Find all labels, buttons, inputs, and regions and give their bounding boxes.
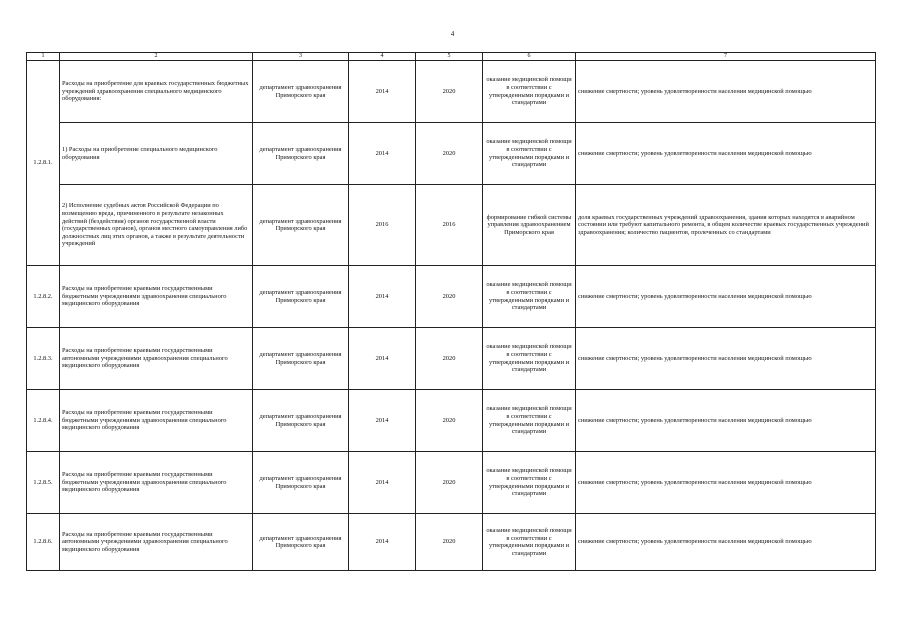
column-number: 7 — [576, 53, 876, 61]
item-description: Расходы на приобретение краевыми государственными бюджетными учреждениями здравоохранения специального медицинского оборудования — [60, 266, 253, 328]
column-number-row — [27, 53, 876, 61]
expected-result: оказание медицинской помощи в соответствии с утвержденными порядками и стандартами — [483, 514, 576, 571]
item-number: 1.2.8.2. — [27, 266, 60, 328]
item-description: Расходы на приобретение краевыми государственными автономными учреждениями здравоохранения специального медицинского оборудования — [60, 328, 253, 390]
column-number: 2 — [60, 53, 253, 61]
expected-result: оказание медицинской помощи в соответствии с утвержденными порядками и стандартами — [483, 452, 576, 514]
responsible-department: департамент здравоохранения Приморского края — [253, 452, 349, 514]
column-number: 3 — [253, 53, 349, 61]
table-row — [27, 514, 876, 571]
responsible-department: департамент здравоохранения Приморского края — [253, 328, 349, 390]
target-indicators: снижение смертности; уровень удовлетворенности населения медицинской помощью — [576, 266, 876, 328]
item-number: 1.2.8.4. — [27, 390, 60, 452]
item-number: 1.2.8.5. — [27, 452, 60, 514]
responsible-department: департамент здравоохранения Приморского края — [253, 123, 349, 185]
start-year: 2014 — [349, 514, 416, 571]
target-indicators: снижение смертности; уровень удовлетворенности населения медицинской помощью — [576, 61, 876, 123]
start-year: 2014 — [349, 123, 416, 185]
end-year: 2020 — [416, 452, 483, 514]
expected-result: оказание медицинской помощи в соответствии с утвержденными порядками и стандартами — [483, 390, 576, 452]
item-description: Расходы на приобретение краевыми государственными автономными учреждениями здравоохранения специального медицинского оборудования — [60, 514, 253, 571]
column-number: 4 — [349, 53, 416, 61]
column-number: 1 — [27, 53, 60, 61]
table-row — [27, 390, 876, 452]
end-year: 2020 — [416, 514, 483, 571]
start-year: 2014 — [349, 452, 416, 514]
table-row — [27, 185, 876, 266]
end-year: 2020 — [416, 61, 483, 123]
end-year: 2016 — [416, 185, 483, 266]
item-number: 1.2.8.3. — [27, 328, 60, 390]
end-year: 2020 — [416, 123, 483, 185]
expected-result: формирование гибкой системы управления здравоохранением Приморского края — [483, 185, 576, 266]
item-description: Расходы на приобретение для краевых государственных бюджетных учреждений здравоохранения специального медицинского оборудования: — [60, 61, 253, 123]
item-description: 2) Исполнение судебных актов Российской Федерации по возмещению вреда, причиненного в результате незаконных действий (бездействия) органов государственной власти (государственных органов), органов местного самоуправления либо должностных лиц этих органов, а также в результате деятельности учреждений — [60, 185, 253, 266]
column-number: 5 — [416, 53, 483, 61]
table-row — [27, 452, 876, 514]
item-description: Расходы на приобретение краевыми государственными бюджетными учреждениями здравоохранения специального медицинского оборудования — [60, 390, 253, 452]
target-indicators: снижение смертности; уровень удовлетворенности населения медицинской помощью — [576, 123, 876, 185]
program-activities-table — [26, 52, 876, 571]
table-row — [27, 266, 876, 328]
end-year: 2020 — [416, 266, 483, 328]
responsible-department: департамент здравоохранения Приморского края — [253, 514, 349, 571]
column-number: 6 — [483, 53, 576, 61]
target-indicators: снижение смертности; уровень удовлетворенности населения медицинской помощью — [576, 328, 876, 390]
responsible-department: департамент здравоохранения Приморского края — [253, 266, 349, 328]
target-indicators: доля краевых государственных учреждений здравоохранения, здания которых находятся в аварийном состоянии или требуют капитального ремонта, в общем количестве краевых государственных учреждений здравоохранения; количество пациентов, пролеченных со стандартами — [576, 185, 876, 266]
end-year: 2020 — [416, 328, 483, 390]
target-indicators: снижение смертности; уровень удовлетворенности населения медицинской помощью — [576, 514, 876, 571]
responsible-department: департамент здравоохранения Приморского края — [253, 185, 349, 266]
responsible-department: департамент здравоохранения Приморского края — [253, 61, 349, 123]
item-number: 1.2.8.6. — [27, 514, 60, 571]
responsible-department: департамент здравоохранения Приморского края — [253, 390, 349, 452]
target-indicators: снижение смертности; уровень удовлетворенности населения медицинской помощью — [576, 390, 876, 452]
item-description: 1) Расходы на приобретение специального медицинского оборудования — [60, 123, 253, 185]
expected-result: оказание медицинской помощи в соответствии с утвержденными порядками и стандартами — [483, 266, 576, 328]
page-number: 4 — [450, 30, 455, 38]
start-year: 2016 — [349, 185, 416, 266]
end-year: 2020 — [416, 390, 483, 452]
expected-result: оказание медицинской помощи в соответствии с утвержденными порядками и стандартами — [483, 328, 576, 390]
start-year: 2014 — [349, 266, 416, 328]
table-row — [27, 328, 876, 390]
expected-result: оказание медицинской помощи в соответствии с утвержденными порядками и стандартами — [483, 123, 576, 185]
table-row — [27, 61, 876, 123]
table-row — [27, 123, 876, 185]
start-year: 2014 — [349, 328, 416, 390]
item-description: Расходы на приобретение краевыми государственными бюджетными учреждениями здравоохранения специального медицинского оборудования — [60, 452, 253, 514]
start-year: 2014 — [349, 61, 416, 123]
target-indicators: снижение смертности; уровень удовлетворенности населения медицинской помощью — [576, 452, 876, 514]
item-number: 1.2.8.1. — [27, 61, 60, 266]
start-year: 2014 — [349, 390, 416, 452]
expected-result: оказание медицинской помощи в соответствии с утвержденными порядками и стандартами — [483, 61, 576, 123]
